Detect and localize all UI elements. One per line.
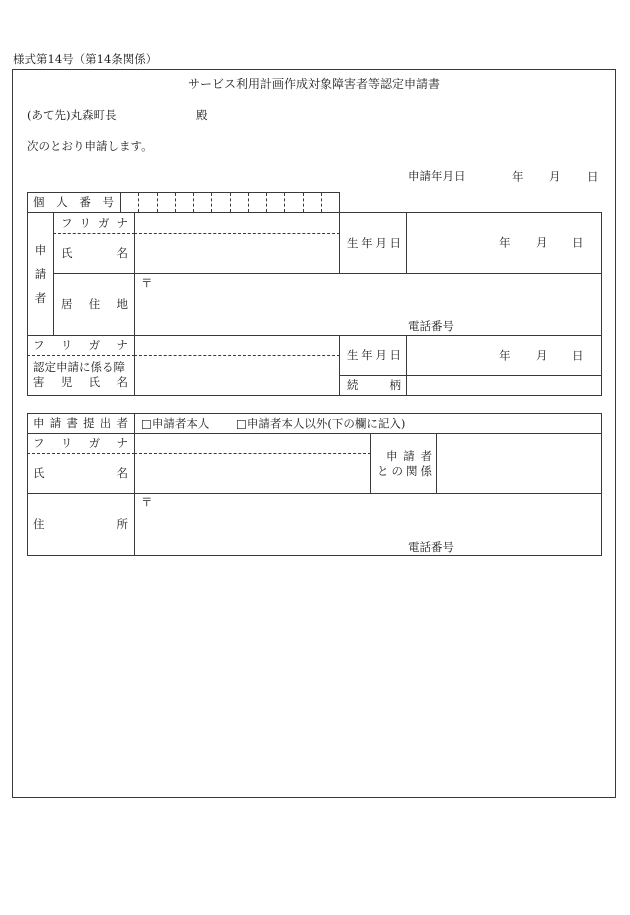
personal-number-digit-box[interactable] bbox=[267, 193, 285, 212]
intro-text: 次のとおり申請します。 bbox=[27, 139, 153, 153]
applicant-furigana-label-cell bbox=[53, 212, 135, 234]
personal-number-digit-box[interactable] bbox=[212, 193, 230, 212]
application-date-label: 申請年月日 bbox=[408, 169, 466, 183]
personal-number-digit-box[interactable] bbox=[285, 193, 303, 212]
applicant-address-label: 居 住 地 bbox=[61, 297, 128, 311]
submitter-options bbox=[134, 413, 602, 434]
applicant-birth-day-label: 日 bbox=[572, 235, 584, 250]
applicant-birth-date-label-cell bbox=[339, 212, 407, 274]
personal-number-digit-box[interactable] bbox=[322, 193, 339, 212]
child-birth-day-label: 日 bbox=[572, 348, 584, 362]
personal-number-digit-box[interactable] bbox=[304, 193, 322, 212]
submitter-furigana-label-cell bbox=[27, 433, 135, 454]
submitter-relationship-field[interactable] bbox=[436, 433, 602, 494]
submitter-phone-label: 電話番号 bbox=[408, 540, 454, 554]
personal-number-digit-box[interactable] bbox=[176, 193, 194, 212]
submitter-furigana-field[interactable] bbox=[134, 433, 371, 454]
submitter-furigana-label: フ リ ガ ナ bbox=[33, 436, 128, 450]
form-number: 様式第14号（第14条関係） bbox=[13, 52, 158, 66]
personal-number-field bbox=[120, 192, 340, 213]
child-relationship-label-cell bbox=[339, 375, 407, 396]
child-name-label-cell bbox=[27, 355, 135, 396]
applicant-name-field[interactable] bbox=[134, 233, 340, 274]
child-birth-date-label-cell bbox=[339, 335, 407, 376]
child-name-field[interactable] bbox=[134, 355, 340, 396]
submitter-label: 申 請 書 提 出 者 bbox=[33, 416, 128, 430]
submitter-name-label-cell bbox=[27, 453, 135, 494]
applicant-address-field[interactable] bbox=[134, 273, 602, 336]
applicant-section-cell bbox=[27, 212, 54, 336]
submitter-relationship-label-line-1: 申 請 者 bbox=[386, 448, 432, 463]
applicant-section-label: 申 請 者 bbox=[34, 242, 47, 305]
submitter-address-field[interactable] bbox=[134, 493, 602, 556]
personal-number-digit-box[interactable] bbox=[249, 193, 267, 212]
submitter-address-label-cell bbox=[27, 493, 135, 556]
child-birth-date-label: 生 年 月 日 bbox=[347, 348, 401, 362]
personal-number-digit-box[interactable] bbox=[158, 193, 176, 212]
submitter-label-cell bbox=[27, 413, 135, 434]
applicant-furigana-field[interactable] bbox=[134, 212, 340, 234]
child-birth-month-label: 月 bbox=[536, 348, 548, 362]
option-applicant-self-checkbox[interactable]: □申請者本人 bbox=[141, 416, 210, 430]
postal-mark: 〒 bbox=[141, 276, 153, 290]
child-birth-date-field[interactable] bbox=[406, 335, 602, 376]
child-name-label-line-2: 害 児 氏 名 bbox=[33, 375, 128, 389]
postal-mark: 〒 bbox=[141, 495, 153, 509]
child-furigana-field[interactable] bbox=[134, 335, 340, 356]
child-furigana-label-cell bbox=[27, 335, 135, 356]
child-furigana-label: フ リ ガ ナ bbox=[33, 338, 128, 352]
application-date-month-label: 月 bbox=[549, 169, 561, 183]
applicant-address-label-cell bbox=[53, 273, 135, 336]
addressee-honorific: 殿 bbox=[196, 108, 208, 122]
application-date-field[interactable] bbox=[466, 168, 600, 185]
personal-number-digit-box[interactable] bbox=[194, 193, 212, 212]
personal-number-label-cell bbox=[27, 192, 121, 213]
application-date-day-label: 日 bbox=[587, 169, 599, 183]
application-date-year-label: 年 bbox=[512, 169, 524, 183]
personal-number-digit-box[interactable] bbox=[231, 193, 249, 212]
child-relationship-label: 続 柄 bbox=[347, 378, 401, 392]
applicant-birth-year-label: 年 bbox=[499, 235, 511, 250]
applicant-name-label: 氏 名 bbox=[61, 245, 128, 260]
applicant-furigana-label: フ リ ガ ナ bbox=[61, 215, 128, 230]
form-title: サービス利用計画作成対象障害者等認定申請書 bbox=[187, 77, 440, 91]
addressee: (あて先)丸森町長 bbox=[27, 108, 117, 122]
applicant-birth-date-label: 生 年 月 日 bbox=[347, 235, 401, 250]
submitter-name-label: 氏 名 bbox=[33, 465, 128, 480]
submitter-address-label: 住 所 bbox=[33, 517, 128, 531]
personal-number-label: 個 人 番 号 bbox=[33, 195, 114, 209]
personal-number-digit-box[interactable] bbox=[121, 193, 139, 212]
applicant-phone-label: 電話番号 bbox=[408, 319, 454, 333]
submitter-relationship-label-cell bbox=[370, 433, 437, 494]
personal-number-digit-box[interactable] bbox=[139, 193, 157, 212]
applicant-birth-month-label: 月 bbox=[536, 235, 548, 250]
child-birth-year-label: 年 bbox=[499, 348, 511, 362]
submitter-relationship-label-line-2: と の 関 係 bbox=[377, 463, 432, 478]
submitter-name-field[interactable] bbox=[134, 453, 371, 494]
child-relationship-field[interactable] bbox=[406, 375, 602, 396]
applicant-birth-date-field[interactable] bbox=[406, 212, 602, 274]
child-name-label-line-1: 認定申請に係る障 bbox=[33, 360, 125, 374]
applicant-name-label-cell bbox=[53, 233, 135, 274]
option-other-than-applicant-checkbox[interactable]: □申請者本人以外(下の欄に記入) bbox=[236, 416, 406, 430]
